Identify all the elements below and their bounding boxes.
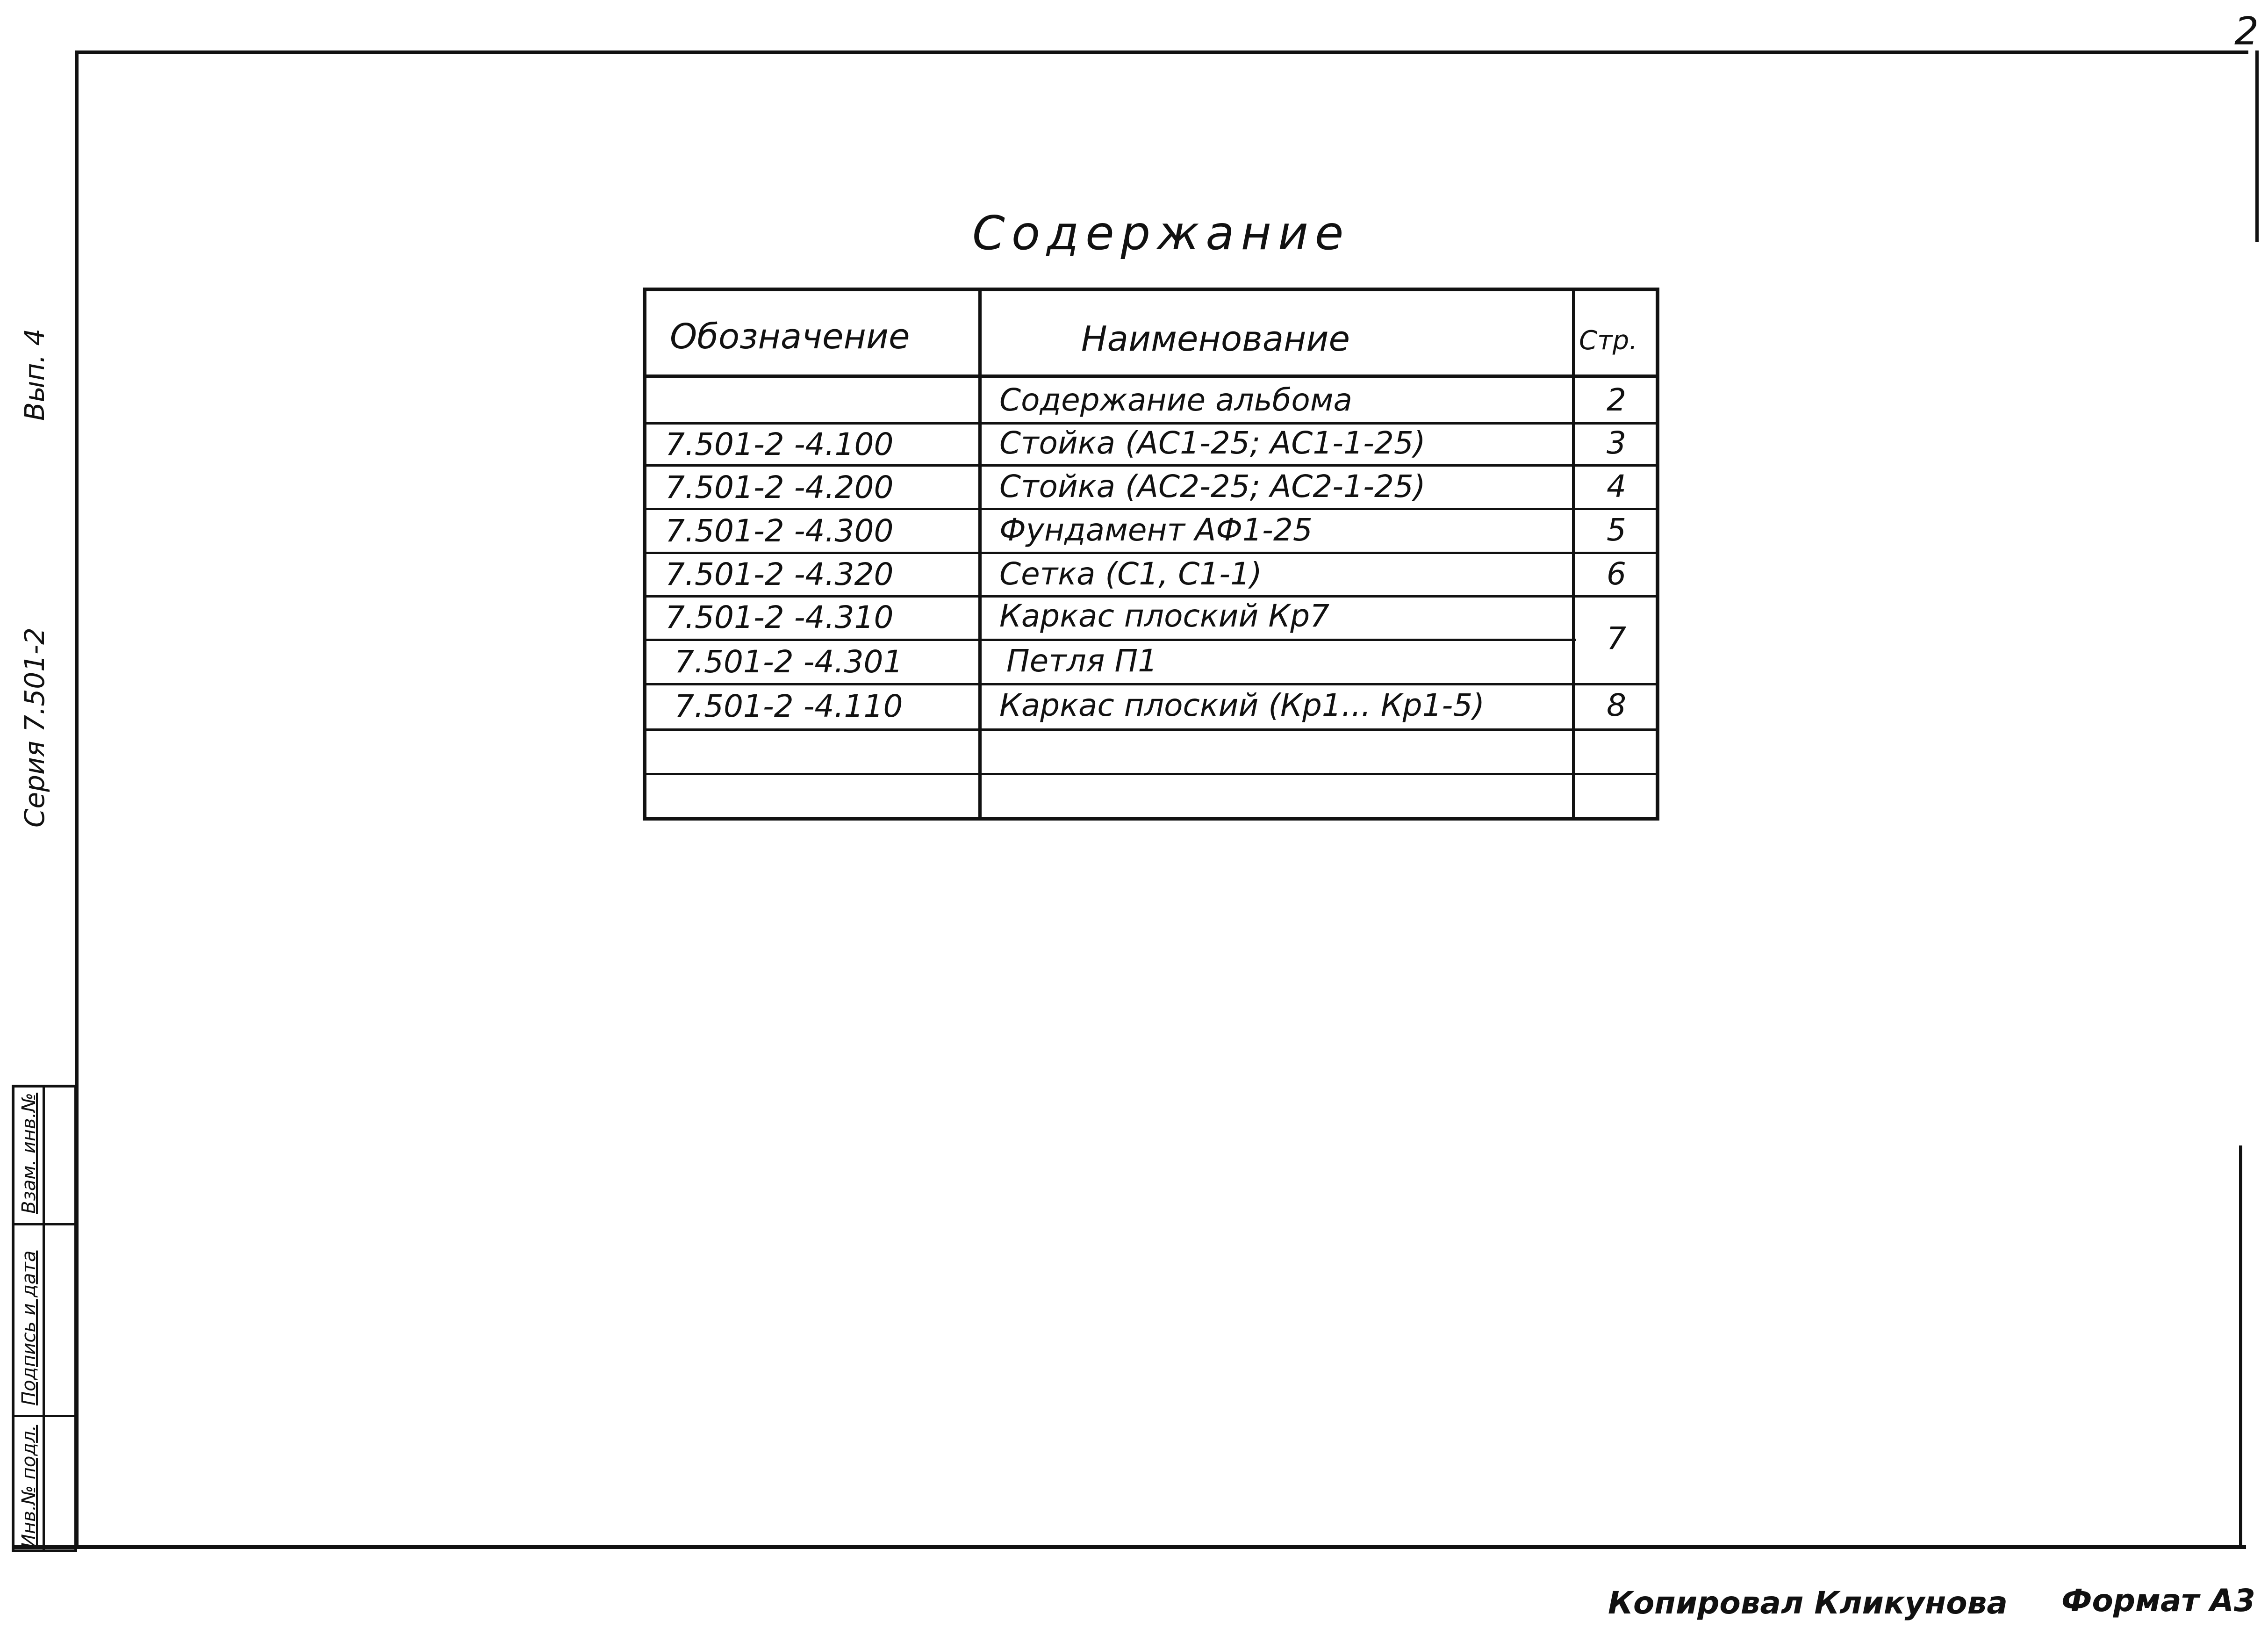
table-row-divider bbox=[646, 422, 1656, 425]
page-title: Содержание bbox=[972, 206, 1350, 260]
table-row-divider bbox=[646, 464, 1656, 467]
table-row-divider bbox=[646, 552, 1656, 554]
row-page: 3 bbox=[1607, 425, 1626, 461]
stamp-inv-podl: Инв.№ подл. bbox=[18, 1425, 40, 1548]
series-label: Серия 7.501-2 bbox=[19, 627, 50, 828]
copied-by: Копировал Кликунова bbox=[1608, 1585, 2008, 1621]
row-page: 6 bbox=[1607, 556, 1626, 592]
row-name: Стойка (АС1-25; АС1-1-25) bbox=[999, 425, 1426, 461]
row-designation: 7.501-2 -4.110 bbox=[675, 688, 903, 724]
row-designation: 7.501-2 -4.301 bbox=[675, 644, 903, 680]
frame-right-upper bbox=[2255, 50, 2259, 242]
stamp-divider bbox=[43, 1088, 45, 1549]
header-name: Наименование bbox=[1081, 319, 1350, 359]
row-name: Каркас плоский (Кр1... Кр1-5) bbox=[999, 687, 1485, 723]
frame-top bbox=[77, 50, 2248, 54]
page-number: 2 bbox=[2234, 9, 2259, 54]
issue-label: Вып. 4 bbox=[19, 328, 50, 421]
table-row-divider bbox=[646, 375, 1656, 378]
frame-right-lower bbox=[2239, 1145, 2242, 1548]
row-designation: 7.501-2 -4.300 bbox=[665, 513, 894, 549]
row-name: Стойка (АС2-25; АС2-1-25) bbox=[999, 468, 1426, 504]
table-row-divider bbox=[646, 683, 1656, 685]
header-designation: Обозначение bbox=[670, 317, 910, 357]
row-page: 8 bbox=[1607, 687, 1626, 723]
sheet-format: Формат А3 bbox=[2061, 1583, 2255, 1619]
row-page: 5 bbox=[1607, 512, 1626, 548]
table-row-divider bbox=[646, 508, 1656, 510]
stamp-vzam-inv: Взам. инв.№ bbox=[18, 1093, 40, 1214]
stamp-sign-date: Подпись и дата bbox=[18, 1250, 40, 1405]
header-page: Стр. bbox=[1579, 325, 1638, 356]
row-designation: 7.501-2 -4.100 bbox=[665, 426, 894, 462]
row-name: Каркас плоский Кр7 bbox=[999, 598, 1330, 634]
row-page: 2 bbox=[1607, 382, 1626, 418]
row-name: Фундамент АФ1-25 bbox=[999, 512, 1313, 548]
row-page: 7 bbox=[1607, 620, 1626, 656]
table-col-divider bbox=[978, 291, 982, 817]
row-name: Петля П1 bbox=[1006, 643, 1158, 679]
table-row-divider bbox=[646, 595, 1656, 598]
table-row-divider bbox=[646, 639, 1576, 641]
table-row-divider bbox=[646, 728, 1656, 731]
row-name: Содержание альбома bbox=[999, 382, 1352, 418]
contents-table bbox=[643, 288, 1659, 821]
table-row-divider bbox=[646, 773, 1656, 775]
row-designation: 7.501-2 -4.320 bbox=[665, 556, 894, 592]
stamp-block bbox=[12, 1085, 77, 1552]
row-name: Сетка (С1, С1-1) bbox=[999, 556, 1262, 592]
stamp-divider bbox=[14, 1223, 74, 1225]
row-designation: 7.501-2 -4.200 bbox=[665, 469, 894, 505]
table-col-divider bbox=[1572, 291, 1575, 817]
row-designation: 7.501-2 -4.310 bbox=[665, 599, 894, 635]
stamp-divider bbox=[14, 1415, 74, 1417]
frame-bottom bbox=[12, 1545, 2246, 1549]
row-page: 4 bbox=[1607, 468, 1626, 504]
